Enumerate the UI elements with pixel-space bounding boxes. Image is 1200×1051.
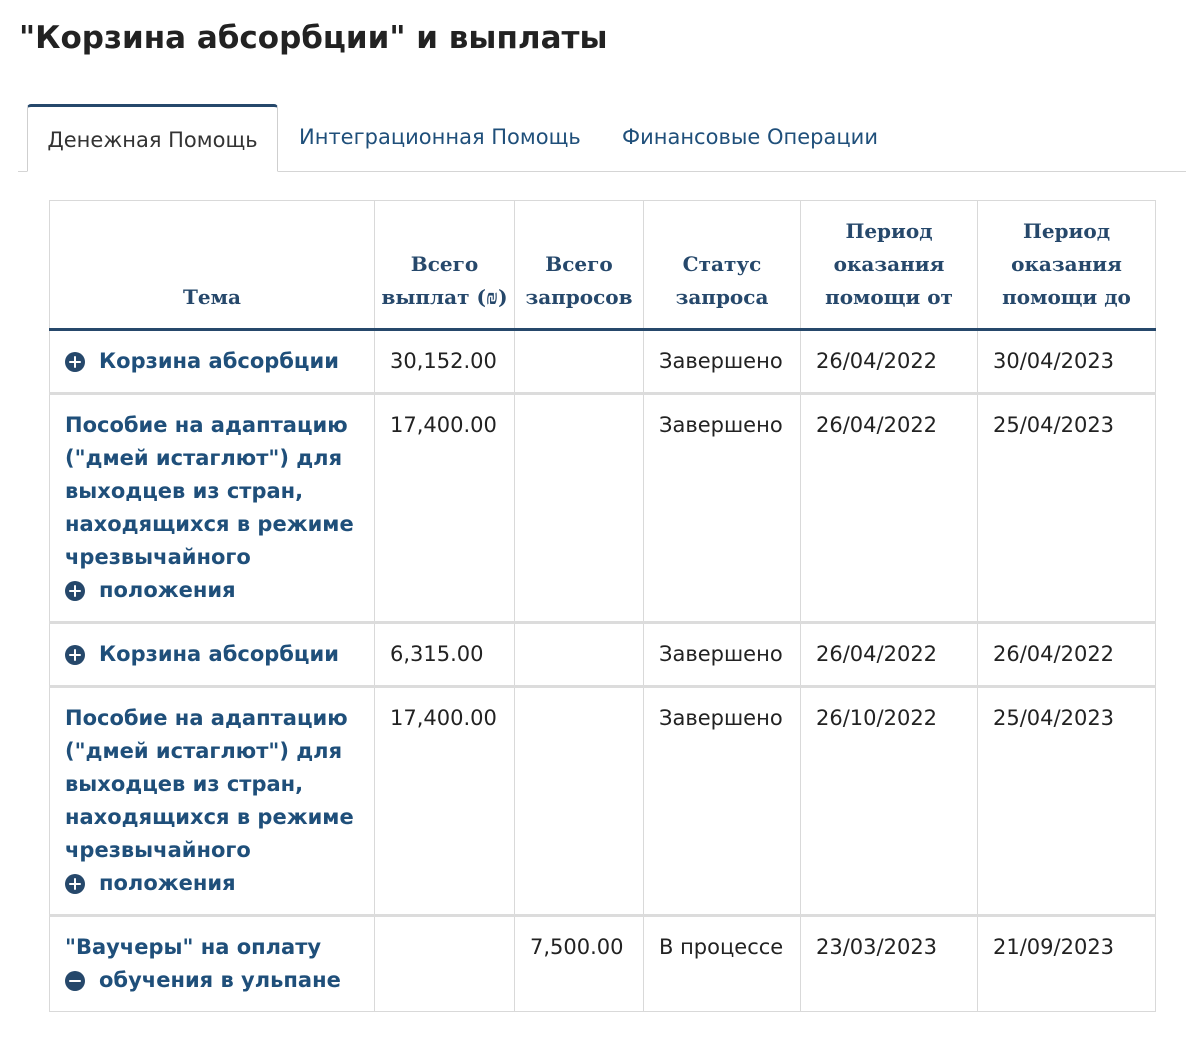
table-body (50, 330, 1156, 1012)
topic-text-line: положения (99, 578, 236, 602)
topic-text-line: Пособие на адаптацию (65, 706, 348, 730)
cell-total-requests (515, 394, 644, 623)
cell-total-paid: 17,400.00 (375, 394, 515, 623)
table-row (50, 623, 1156, 687)
topic-text-line: Пособие на адаптацию (65, 413, 348, 437)
cell-period-from: 23/03/2023 (801, 916, 978, 1012)
cell-period-from: 26/04/2022 (801, 394, 978, 623)
cell-period-to: 30/04/2023 (978, 330, 1156, 394)
topic-text-line: находящихся в режиме (65, 512, 354, 536)
topic-last-line (65, 964, 364, 997)
cell-topic (50, 687, 375, 916)
page-title: "Корзина абсорбции" и выплаты (19, 20, 608, 56)
table-header-row (50, 201, 1156, 330)
plus-circle-icon[interactable] (65, 874, 85, 894)
cell-total-paid: 6,315.00 (375, 623, 515, 687)
column-header-status[interactable]: Статус запроса (644, 201, 801, 330)
plus-circle-icon[interactable] (65, 645, 85, 665)
cell-total-requests (515, 623, 644, 687)
table-row (50, 916, 1156, 1012)
cell-period-from: 26/10/2022 (801, 687, 978, 916)
tab-bar (18, 104, 1186, 172)
cell-total-paid: 17,400.00 (375, 687, 515, 916)
table-row (50, 394, 1156, 623)
topic-text-line: чрезвычайного (65, 838, 251, 862)
topic-text-line: ("дмей истаглют") для (65, 739, 343, 763)
topic-text-line: положения (99, 871, 236, 895)
column-header-period-to[interactable]: Период оказания помощи до (978, 201, 1156, 330)
cell-status: В процессе (644, 916, 801, 1012)
topic-text-line: находящихся в режиме (65, 805, 354, 829)
tab-integration-assistance[interactable]: Интеграционная Помощь (299, 125, 581, 149)
tab-cash-assistance[interactable]: Денежная Помощь (27, 104, 278, 172)
tab-financial-operations[interactable]: Финансовые Операции (622, 125, 878, 149)
cell-total-requests (515, 330, 644, 394)
topic-last-line (65, 867, 364, 900)
column-header-topic[interactable]: Тема (50, 201, 375, 330)
topic-text-line: обучения в ульпане (99, 968, 341, 992)
table-row (50, 330, 1156, 394)
cell-total-requests (515, 687, 644, 916)
plus-circle-icon[interactable] (65, 352, 85, 372)
table-row (50, 687, 1156, 916)
cell-topic (50, 623, 375, 687)
column-header-total-requests[interactable]: Всего запросов (515, 201, 644, 330)
cell-total-requests: 7,500.00 (515, 916, 644, 1012)
cell-period-to: 25/04/2023 (978, 687, 1156, 916)
cell-status: Завершено (644, 623, 801, 687)
topic-text-line: выходцев из стран, (65, 772, 304, 796)
cell-period-to: 26/04/2022 (978, 623, 1156, 687)
topic-text-line: "Ваучеры" на оплату (65, 935, 322, 959)
cell-status: Завершено (644, 394, 801, 623)
plus-circle-icon[interactable] (65, 581, 85, 601)
minus-circle-icon[interactable] (65, 971, 85, 991)
topic-last-line (65, 574, 364, 607)
cell-period-from: 26/04/2022 (801, 330, 978, 394)
cell-topic (50, 916, 375, 1012)
cell-status: Завершено (644, 330, 801, 394)
topic-last-line (65, 345, 364, 378)
topic-text-line: Корзина абсорбции (99, 642, 339, 666)
cell-status: Завершено (644, 687, 801, 916)
column-header-period-from[interactable]: Период оказания помощи от (801, 201, 978, 330)
topic-text-line: выходцев из стран, (65, 479, 304, 503)
column-header-total-paid[interactable]: Всего выплат (₪) (375, 201, 515, 330)
cell-period-from: 26/04/2022 (801, 623, 978, 687)
cell-total-paid: 30,152.00 (375, 330, 515, 394)
cell-period-to: 25/04/2023 (978, 394, 1156, 623)
cell-topic (50, 330, 375, 394)
cell-total-paid (375, 916, 515, 1012)
topic-text-line: чрезвычайного (65, 545, 251, 569)
cell-topic (50, 394, 375, 623)
payments-table (49, 200, 1156, 1012)
cell-period-to: 21/09/2023 (978, 916, 1156, 1012)
topic-text-line: ("дмей истаглют") для (65, 446, 343, 470)
topic-last-line (65, 638, 364, 671)
topic-text-line: Корзина абсорбции (99, 349, 339, 373)
